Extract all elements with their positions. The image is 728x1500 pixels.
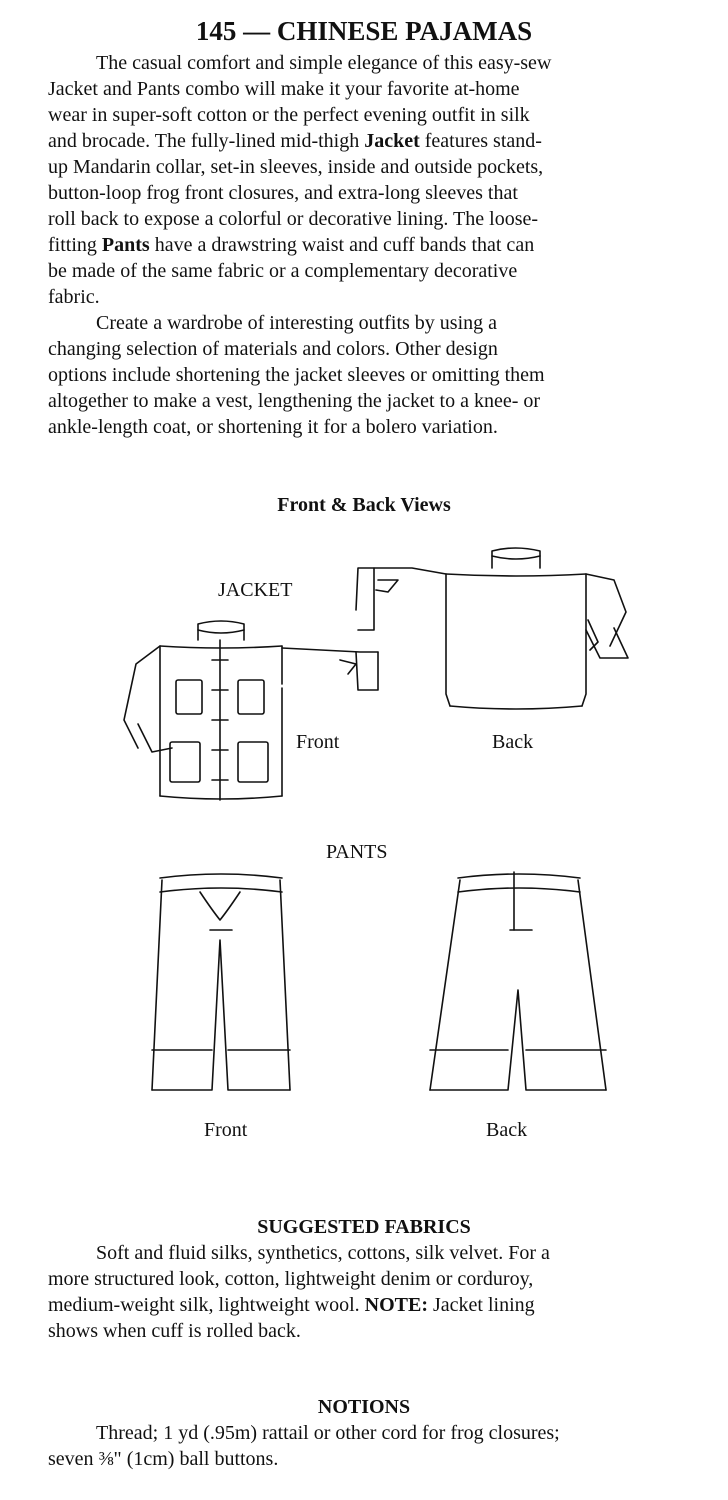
text-line: up Mandarin collar, set-in sleeves, inside and outside pockets, (48, 156, 544, 178)
text-line: button-loop frog front closures, and extra-long sleeves that (48, 182, 518, 204)
note-keyword: NOTE: (364, 1294, 428, 1316)
text-line: Jacket and Pants combo will make it your favorite at-home (48, 78, 520, 100)
notions-paragraph (48, 1420, 688, 1472)
text-line: Thread; 1 yd (.95m) rattail or other cord for frog closures; (96, 1422, 560, 1444)
pants-label: PANTS (326, 841, 388, 863)
views-heading: Front & Back Views (277, 494, 451, 516)
pants-front-caption: Front (204, 1119, 248, 1141)
text-line: changing selection of materials and colors. Other design (48, 338, 498, 360)
text-line: shows when cuff is rolled back. (48, 1320, 301, 1342)
pants-back-illustration (430, 872, 606, 1090)
jacket-front-caption: Front (296, 731, 340, 753)
jacket-back-caption: Back (492, 731, 534, 753)
text-line: Soft and fluid silks, synthetics, cottons, silk velvet. For a (96, 1242, 550, 1264)
text-line: The casual comfort and simple elegance of this easy-sew (96, 52, 552, 74)
pants-keyword: Pants (101, 234, 150, 256)
text-line: wear in super-soft cotton or the perfect evening outfit in silk (48, 104, 530, 126)
fabrics-heading: SUGGESTED FABRICS (257, 1216, 471, 1238)
jacket-label: JACKET (218, 579, 293, 601)
jacket-keyword: Jacket (364, 130, 420, 152)
text-line: be made of the same fabric or a complementary decorative (48, 260, 518, 282)
text-line: fabric. (48, 286, 100, 308)
text-line: medium-weight silk, lightweight wool. NOTE: Jacket lining (48, 1294, 535, 1316)
text-line: more structured look, cotton, lightweight denim or corduroy, (48, 1268, 534, 1290)
text-line: and brocade. The fully-lined mid-thigh Jacket features stand- (48, 130, 542, 152)
pants-front-illustration (152, 874, 290, 1090)
text-line: roll back to expose a colorful or decorative lining. The loose- (48, 208, 539, 230)
page-title: 145 — CHINESE PAJAMAS (195, 16, 533, 46)
text-line: seven ⅜" (1cm) ball buttons. (48, 1448, 279, 1470)
notions-heading: NOTIONS (317, 1396, 411, 1418)
text-line: ankle-length coat, or shortening it for a bolero variation. (48, 416, 498, 438)
text-line: options include shortening the jacket sleeves or omitting them (48, 364, 545, 386)
jacket-back-illustration (356, 548, 628, 709)
pants-back-caption: Back (486, 1119, 528, 1141)
text-line: Create a wardrobe of interesting outfits by using a (96, 312, 497, 334)
text-line: altogether to make a vest, lengthening the jacket to a knee- or (48, 390, 541, 412)
text-line: fitting Pants have a drawstring waist and cuff bands that can (48, 234, 535, 256)
jacket-front-illustration (124, 621, 378, 800)
fabrics-paragraph (48, 1240, 688, 1344)
